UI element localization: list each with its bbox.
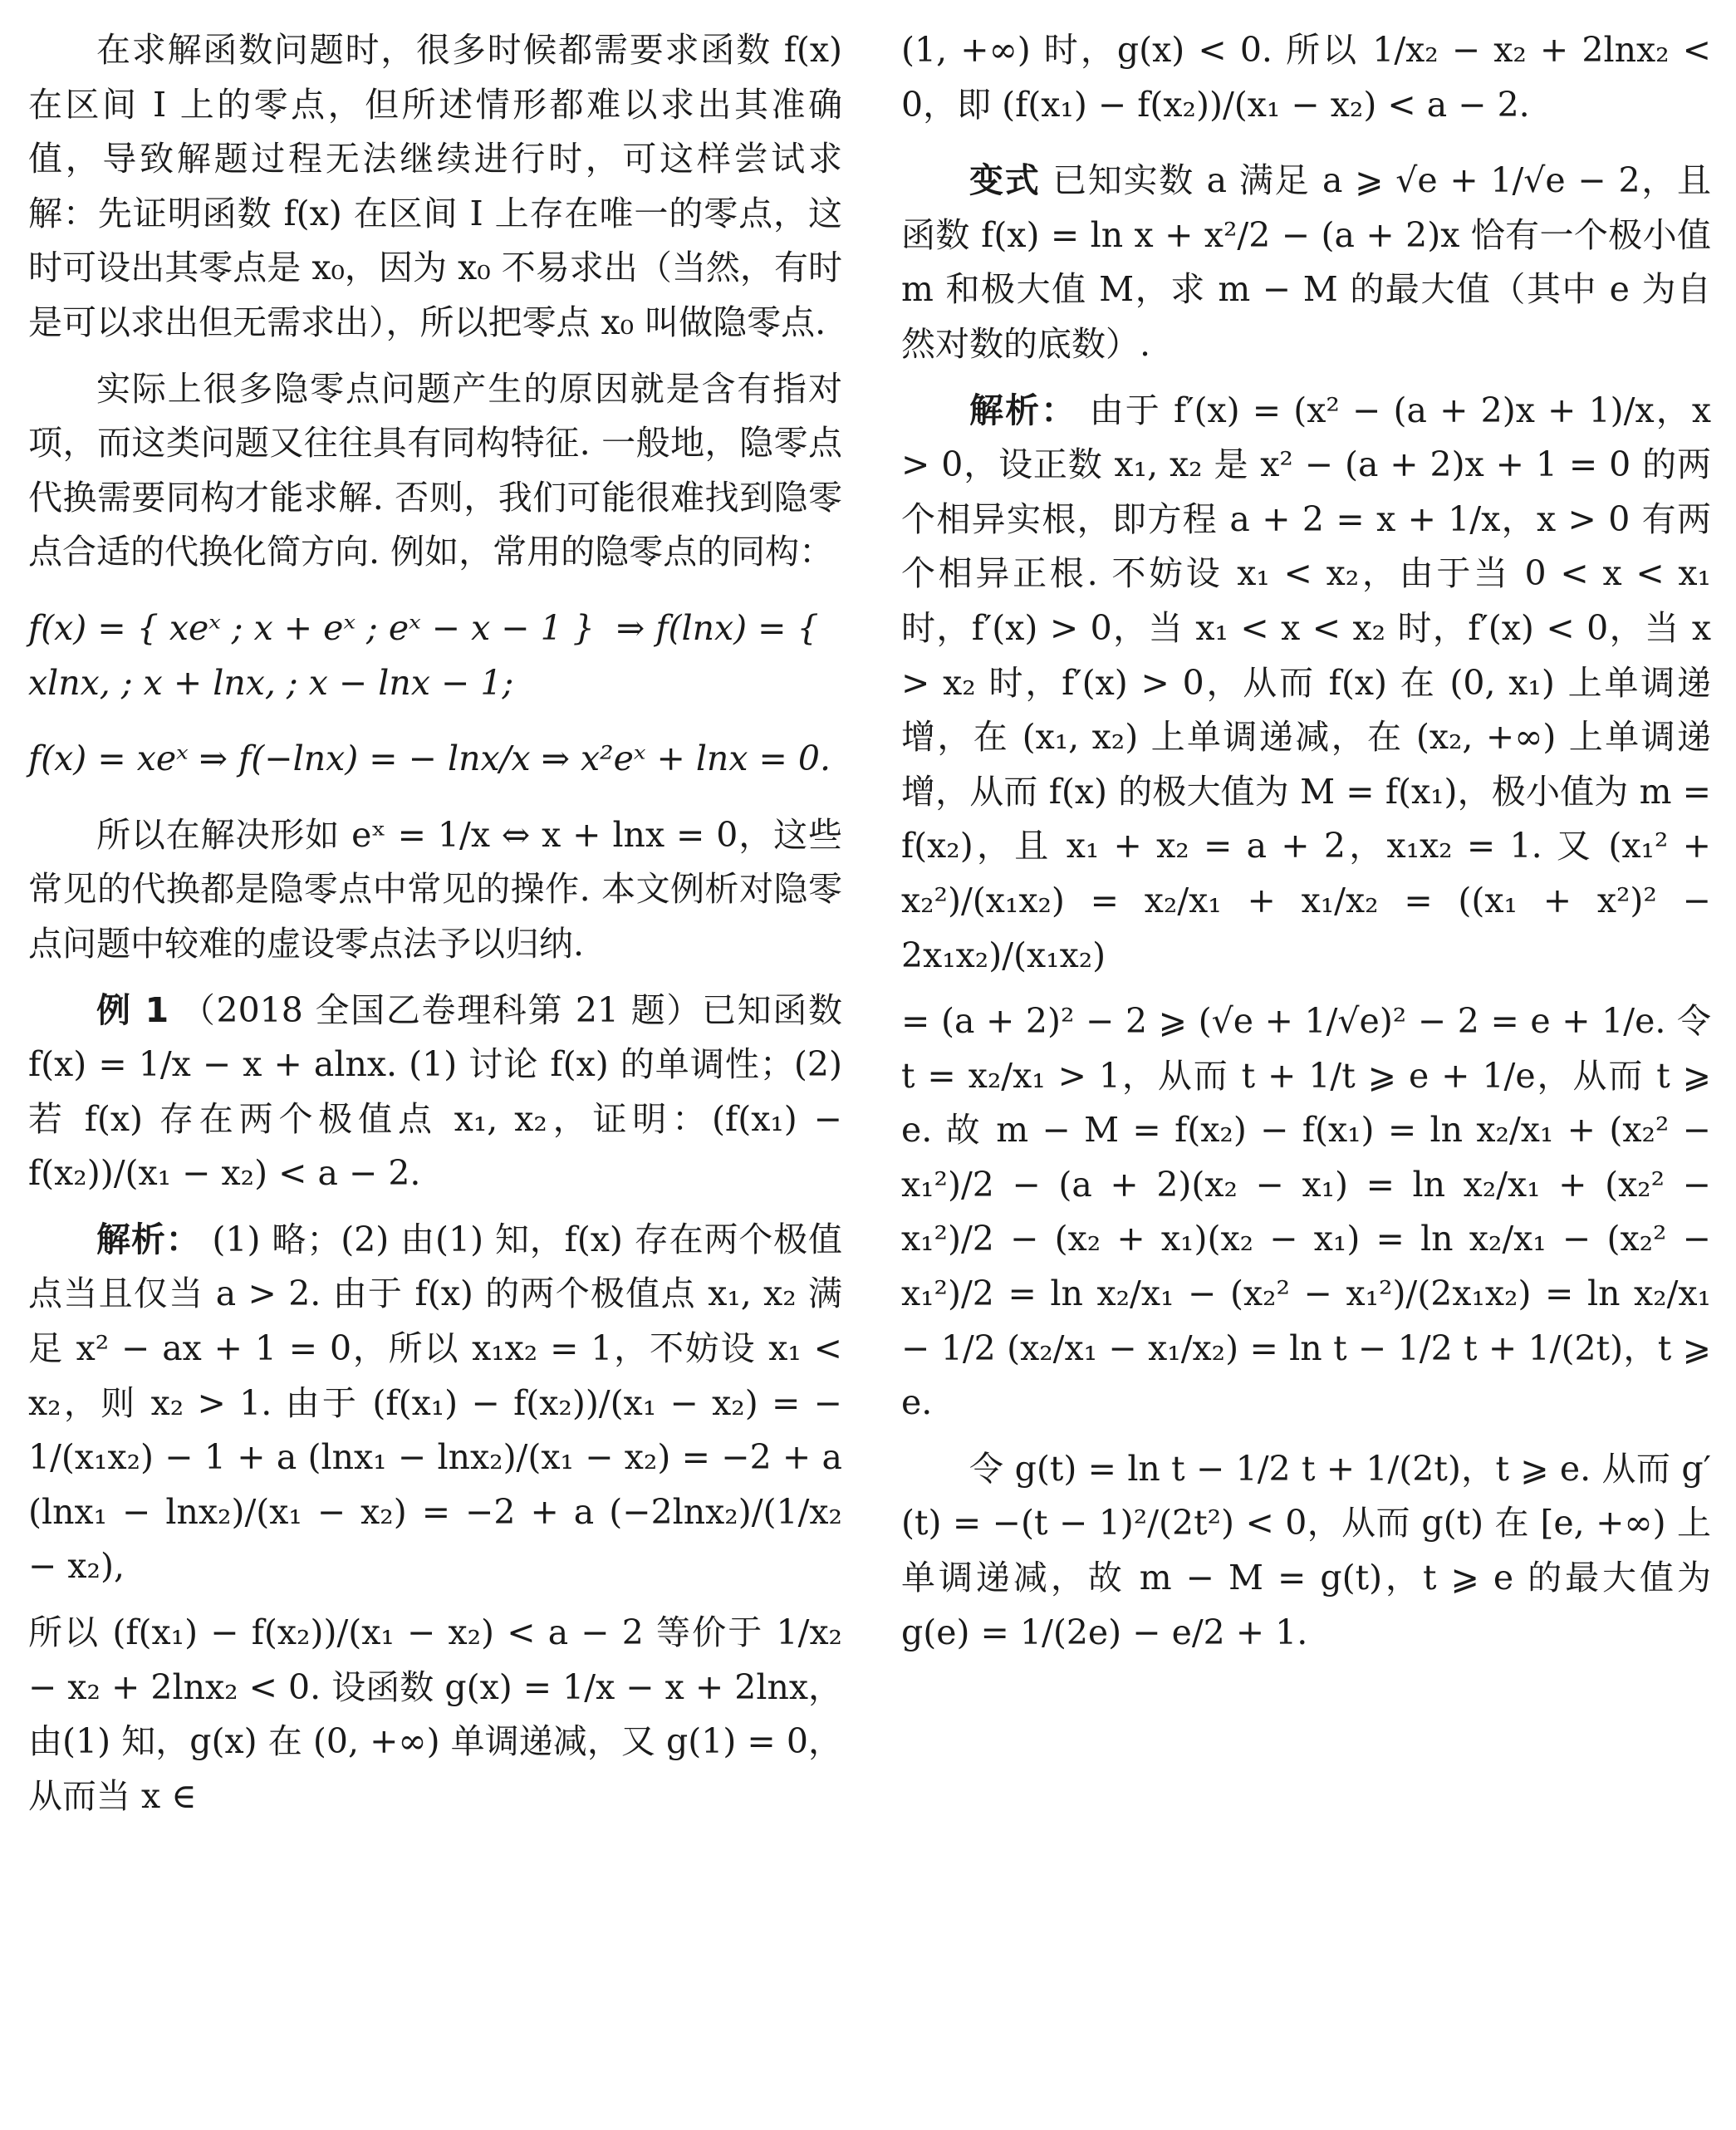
right-column	[901, 23, 1711, 1660]
left-column	[28, 23, 842, 1823]
substitution-paragraph: 所以在解决形如 eˣ = 1/x ⇔ x + lnx = 0，这些常见的代换都是隐零点中常见的操作. 本文例析对隐零点问题中较难的虚设零点法予以归纳.	[28, 814, 842, 964]
solution-text-1: (1) 略；(2) 由(1) 知，f(x) 存在两个极值点当且仅当 a > 2. 由于 f(x) 的两个极值点 x₁, x₂ 满足 x² − ax + 1 = 0，所以 x₁x₂ = 1，不妨设 x₁ < x₂，则 x₂ > 1. 由于 (f(x₁) − f(x₂))/(x₁ − x₂) = − 1/(x₁x₂) − 1 + a (lnx₁ − lnx₂)/(x₁ − x₂) = −2 + a (lnx₁ − lnx₂)/(x₁ − x₂) = −2 + a (−2lnx₂)/(1/x₂ − x₂),	[28, 1219, 842, 1587]
solution-continuation: (1, +∞) 时，g(x) < 0. 所以 1/x₂ − x₂ + 2lnx₂ < 0，即 (f(x₁) − f(x₂))/(x₁ − x₂) < a − 2.	[901, 30, 1711, 125]
example-solution-part-1	[28, 1213, 842, 1594]
variant-analysis-1	[901, 384, 1711, 984]
intro-paragraph-1: 在求解函数问题时，很多时候都需要求函数 f(x) 在区间 I 上的零点，但所述情形都难以求出其准确值，导致解题过程无法继续进行时，可这样尝试求解：先证明函数 f(x) 在区间 I 上存在唯一的零点，这时可设出其零点是 x₀，因为 x₀ 不易求出（当然，有时是可以求出但无需求出），所以把零点 x₀ 叫做隐零点.	[28, 30, 842, 342]
example-label: 例 1	[96, 989, 169, 1030]
variant-text: 已知实数 a 满足 a ⩾ √e + 1/√e − 2，且函数 f(x) = ln x + x²/2 − (a + 2)x 恰有一个极小值 m 和极大值 M，求 m − M 的最大值（其中 e 为自然对数的底数）.	[901, 160, 1711, 364]
solution-label: 解析：	[96, 1219, 201, 1259]
isomorphism-formula-1: f(x) = { xeˣ ; x + eˣ ; eˣ − x − 1 } ⇒ f(lnx) = { xlnx, ; x + lnx, ; x − lnx − 1;	[28, 607, 830, 703]
analysis-label: 解析：	[969, 390, 1077, 430]
variant-problem	[901, 154, 1711, 371]
analysis-text-1: 由于 f′(x) = (x² − (a + 2)x + 1)/x，x > 0，设正数 x₁, x₂ 是 x² − (a + 2)x + 1 = 0 的两个相异实根，即方程 a + 2 = x + 1/x，x > 0 有两个相异正根. 不妨设 x₁ < x₂，由于当 0 < x < x₁ 时，f′(x) > 0，当 x₁ < x < x₂ 时，f′(x) < 0，当 x > x₂ 时，f′(x) > 0，从而 f(x) 在 (0, x₁) 上单调递增，在 (x₁, x₂) 上单调递减，在 (x₂, +∞) 上单调递增，从而 f(x) 的极大值为 M = f(x₁)，极小值为 m = f(x₂)，且 x₁ + x₂ = a + 2，x₁x₂ = 1. 又 (x₁² + x₂²)/(x₁x₂) = x₂/x₁ + x₁/x₂ = ((x₁ + x²)² − 2x₁x₂)/(x₁x₂)	[901, 390, 1711, 975]
example-1	[28, 984, 842, 1201]
example-solution-part-2: 所以 (f(x₁) − f(x₂))/(x₁ − x₂) < a − 2 等价于 1/x₂ − x₂ + 2lnx₂ < 0. 设函数 g(x) = 1/x − x + 2lnx，由(1) 知，g(x) 在 (0, +∞) 单调递减，又 g(1) = 0，从而当 x ∈	[28, 1612, 842, 1816]
isomorphism-formula-2: f(x) = xeˣ ⇒ f(−lnx) = − lnx/x ⇒ x²eˣ + lnx = 0.	[28, 739, 831, 779]
intro-paragraph-2: 实际上很多隐零点问题产生的原因就是含有指对项，而这类问题又往往具有同构特征. 一般地，隐零点代换需要同构才能求解. 否则，我们可能很难找到隐零点合适的代换化简方向. 例如，常用的隐零点的同构：	[28, 368, 842, 572]
variant-analysis-2: = (a + 2)² − 2 ⩾ (√e + 1/√e)² − 2 = e + 1/e. 令 t = x₂/x₁ > 1，从而 t + 1/t ⩾ e + 1/e，从而 t ⩾ e. 故 m − M = f(x₂) − f(x₁) = ln x₂/x₁ + (x₂² − x₁²)/2 − (a + 2)(x₂ − x₁) = ln x₂/x₁ + (x₂² − x₁²)/2 − (x₂ + x₁)(x₂ − x₁) = ln x₂/x₁ − (x₂² − x₁²)/2 = ln x₂/x₁ − (x₂² − x₁²)/(2x₁x₂) = ln x₂/x₁ − 1/2 (x₂/x₁ − x₁/x₂) = ln t − 1/2 t + 1/(2t)，t ⩾ e.	[901, 1001, 1711, 1423]
variant-label: 变式	[969, 160, 1041, 201]
example-text: （2018 全国乙卷理科第 21 题）已知函数 f(x) = 1/x − x + alnx. (1) 讨论 f(x) 的单调性；(2) 若 f(x) 存在两个极值点 x₁, x₂，证明：(f(x₁) − f(x₂))/(x₁ − x₂) < a − 2.	[28, 989, 842, 1194]
variant-analysis-3: 令 g(t) = ln t − 1/2 t + 1/(2t)，t ⩾ e. 从而 g′(t) = −(t − 1)²/(2t²) < 0，从而 g(t) 在 [e, +∞) 上单调递减，故 m − M = g(t)，t ⩾ e 的最大值为 g(e) = 1/(2e) − e/2 + 1.	[901, 1448, 1711, 1652]
